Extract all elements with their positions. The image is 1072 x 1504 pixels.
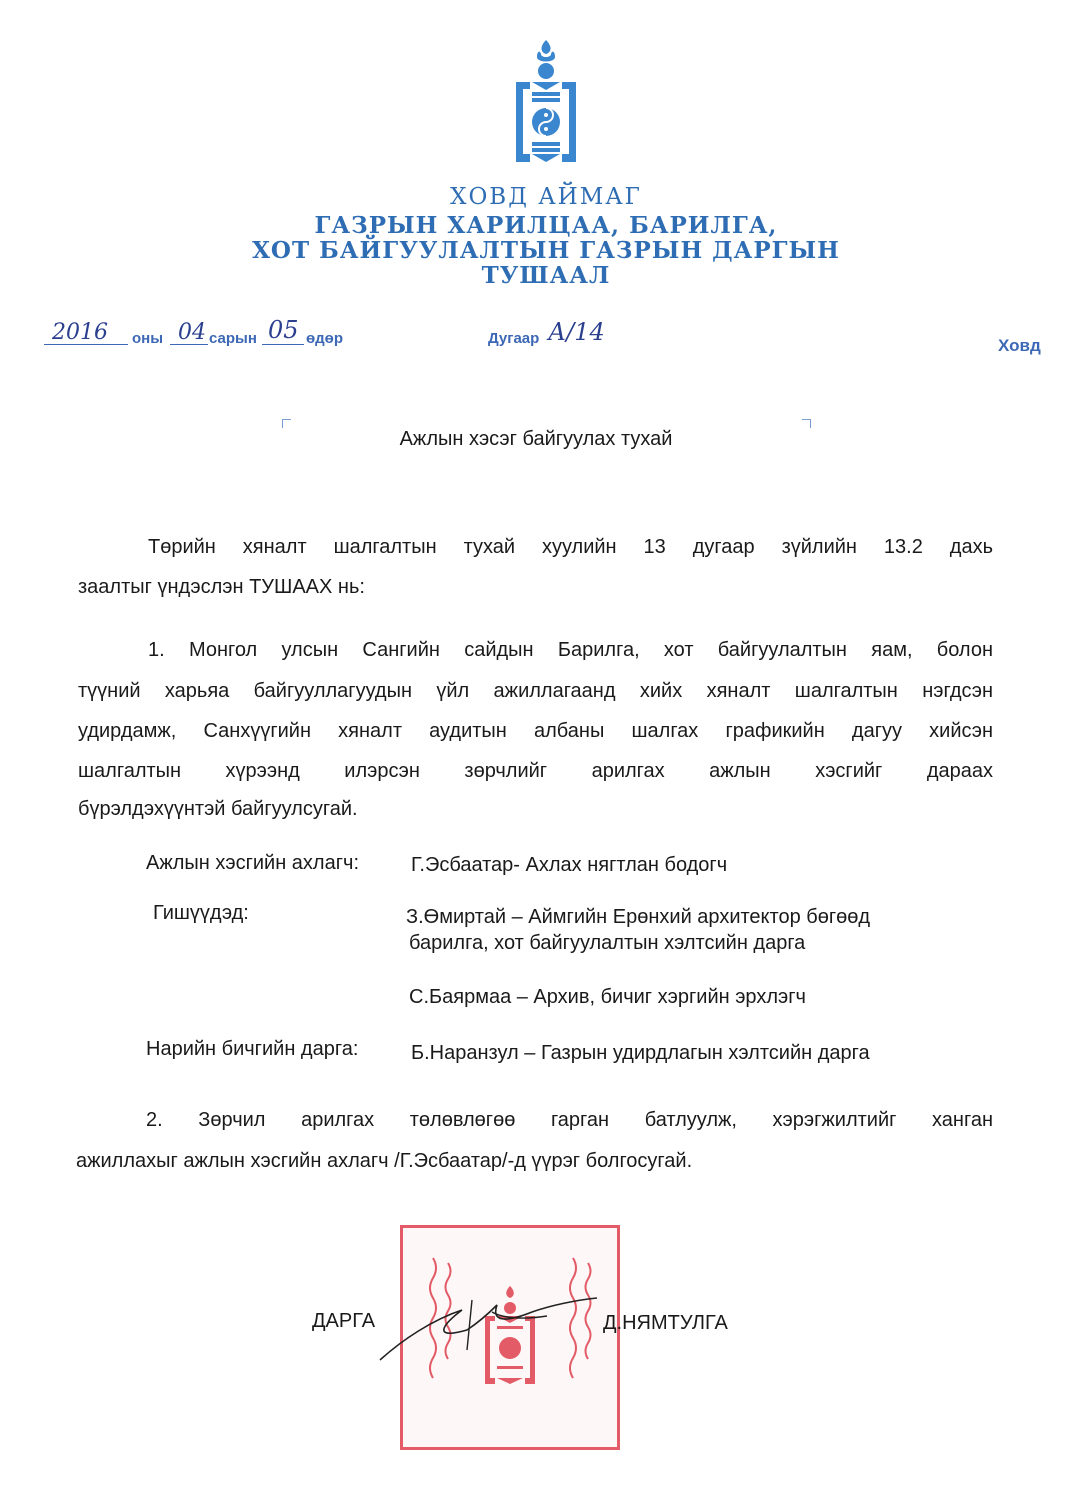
item2-line-1: 2. Зөрчил арилгах төлөвлөгөө гарган батлуулж, хэрэгжилтийг ханган xyxy=(146,1109,993,1131)
member2: С.Баярмаа – Архив, бичиг хэргийн эрхлэгч xyxy=(409,986,806,1008)
date-month-suffix: сарын xyxy=(209,330,257,347)
secretary-label: Нарийн бичгийн дарга: xyxy=(146,1038,359,1060)
soyombo-emblem-icon xyxy=(510,38,582,166)
secretary-name: Б.Наранзул – Газрын удирдлагын хэлтсийн дарга xyxy=(411,1042,870,1064)
city-name: Ховд xyxy=(998,336,1041,355)
signature-position: ДАРГА xyxy=(312,1310,376,1332)
date-day: 05 xyxy=(268,316,299,344)
member1-line-2: барилга, хот байгуулалтын хэлтсийн дарга xyxy=(409,932,806,954)
handwritten-signature xyxy=(372,1290,602,1370)
header-line-4: ТУШААЛ xyxy=(481,262,611,289)
signature-name: Д.НЯМТУЛГА xyxy=(603,1312,728,1334)
number-label: Дугаар xyxy=(488,330,540,347)
date-month: 04 xyxy=(178,320,206,345)
item1-line-4: шалгалтын хүрээнд илэрсэн зөрчлийг арилгах ажлын хэсгийг дараах xyxy=(78,760,993,782)
leader-name: Г.Эсбаатар- Ахлах нягтлан бодогч xyxy=(411,854,728,876)
item1-line-3: удирдамж, Санхүүгийн хяналт аудитын албаны шалгах графикийн дагуу хийсэн xyxy=(78,720,993,742)
date-year: 2016 xyxy=(52,320,108,345)
header-line-3: ХОТ БАЙГУУЛАЛТЫН ГАЗРЫН ДАРГЫН xyxy=(252,237,840,264)
item1-line-1: 1. Монгол улсын Сангийн сайдын Барилга, хот байгуулалтын яам, болон xyxy=(148,639,993,661)
item1-line-5: бүрэлдэхүүнтэй байгуулсугай. xyxy=(78,798,358,820)
document-number: А/14 xyxy=(548,318,605,346)
intro-line-2: заалтыг үндэслэн ТУШААХ нь: xyxy=(78,576,365,598)
header-line-2: ГАЗРЫН ХАРИЛЦАА, БАРИЛГА, xyxy=(314,212,778,239)
member1-line-1: З.Өмиртай – Аймгийн Ерөнхий архитектор бөгөөд xyxy=(406,906,871,928)
intro-line-1: Төрийн хяналт шалгалтын тухай хуулийн 13 дугаар зүйлийн 13.2 дахь xyxy=(148,536,993,558)
title-corner-left xyxy=(282,419,291,428)
date-day-suffix: өдөр xyxy=(306,330,344,347)
document-title: Ажлын хэсэг байгуулах тухай xyxy=(399,428,673,450)
title-corner-right xyxy=(802,419,811,428)
members-label: Гишүүдэд: xyxy=(153,902,249,924)
item2-line-2: ажиллахыг ажлын хэсгийн ахлагч /Г.Эсбаатар/-д үүрэг болгосугай. xyxy=(76,1150,693,1172)
header-line-1: ХОВД АЙМАГ xyxy=(450,184,642,210)
date-year-suffix: оны xyxy=(132,330,164,347)
leader-label: Ажлын хэсгийн ахлагч: xyxy=(146,852,359,874)
item1-line-2: түүний харьяа байгууллагуудын үйл ажиллагаанд хийх хяналт шалгалтын нэгдсэн xyxy=(78,680,993,702)
